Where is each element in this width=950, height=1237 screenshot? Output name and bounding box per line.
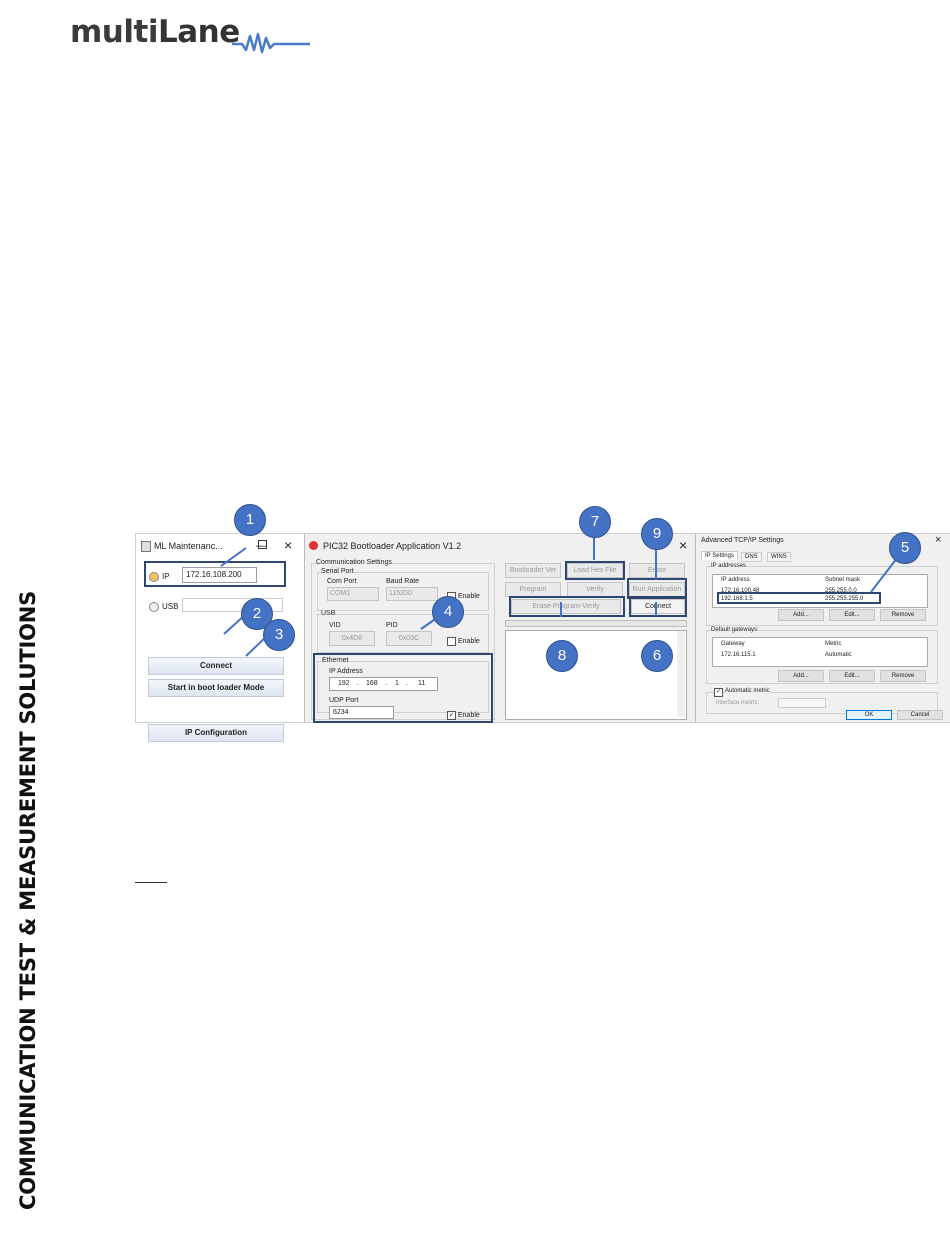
close-icon[interactable]: × [935, 534, 942, 546]
interface-metric-label: Interface metric: [716, 700, 760, 706]
ip-address-input[interactable]: 192 . 168 . 1 . 11 [329, 677, 438, 691]
callout-badge-7: 7 [579, 506, 611, 538]
logo-text-multi: multi [70, 14, 158, 50]
connect-button[interactable]: Connect [148, 657, 284, 675]
usb-group-label: USB [321, 610, 336, 617]
multilane-logo [70, 14, 240, 50]
callout-badge-6: 6 [641, 640, 673, 672]
pid-label: PID [386, 622, 398, 629]
gw-remove-button[interactable]: Remove [880, 670, 926, 682]
run-application-button[interactable]: Run Application [629, 582, 685, 597]
gw-edit-button[interactable]: Edit... [829, 670, 875, 682]
usb-enable-label: Enable [458, 638, 480, 645]
verify-button[interactable]: Verify [567, 582, 623, 597]
ethernet-enable-checkbox[interactable]: ✓ [448, 712, 455, 719]
callout-badge-2: 2 [241, 598, 273, 630]
serial-port-label: Serial Port [321, 568, 354, 575]
callout-badge-4: 4 [432, 596, 464, 628]
ip-addresses-label: IP addresses [711, 563, 746, 569]
erase-button[interactable]: Erase [629, 563, 685, 578]
ip-remove-button[interactable]: Remove [880, 609, 926, 621]
ip-octet-4: 11 [418, 680, 426, 687]
row-2-mask: 255.255.255.0 [825, 596, 864, 602]
auto-metric-label: Automatic metric [725, 688, 770, 694]
col-ip-address: IP address [721, 577, 750, 583]
callout-badge-5: 5 [889, 532, 921, 564]
auto-metric-checkbox[interactable]: ✓ [715, 689, 722, 695]
default-gateways-label: Default gateways: [711, 627, 759, 633]
text-underline-divider [135, 882, 167, 883]
udp-port-label: UDP Port [329, 697, 359, 704]
ip-input[interactable]: 172.16.108.200 [182, 567, 257, 583]
connect-button[interactable]: Connect [631, 599, 685, 614]
serial-enable-label: Enable [458, 593, 480, 600]
ethernet-enable-label: Enable [458, 712, 480, 719]
callout-badge-1: 1 [234, 504, 266, 536]
row-2-ip: 192.168.1.5 [721, 596, 753, 602]
gateway-value: 172.16.115.1 [721, 652, 756, 658]
tab-dns[interactable]: DNS [741, 552, 762, 562]
gw-add-button[interactable]: Add... [778, 670, 824, 682]
window-title: ML Maintenanc... [154, 541, 223, 551]
udp-port-input[interactable]: 6234 [329, 706, 394, 719]
col-subnet-mask: Subnet mask [825, 577, 861, 583]
erase-program-verify-button[interactable]: Erase-Program-Verify [511, 599, 621, 614]
ip-configuration-button[interactable]: IP Configuration [148, 724, 284, 742]
tab-wins[interactable]: WINS [767, 552, 791, 562]
comm-settings-label: Communication Settings [316, 559, 392, 566]
logo-text-lane: Lane [157, 14, 240, 50]
logo-wave-icon [232, 30, 312, 54]
minimize-icon[interactable]: — [256, 540, 267, 552]
callout-badge-3: 3 [263, 619, 295, 651]
pid-input[interactable]: 0x03C [386, 631, 432, 646]
callout-badge-8: 8 [546, 640, 578, 672]
load-hex-file-button[interactable]: Load Hex File [567, 563, 623, 578]
gateway-metric: Automatic [825, 652, 852, 658]
ip-octet-3: 1 [395, 680, 399, 687]
bootloader-ver-button[interactable]: Bootloader Ver [505, 563, 561, 578]
tab-ip-settings[interactable]: IP Settings [701, 551, 738, 560]
close-icon[interactable]: × [284, 537, 293, 553]
baud-rate-label: Baud Rate [386, 578, 420, 585]
col-metric: Metric [825, 641, 842, 647]
ok-button[interactable]: OK [846, 710, 892, 720]
close-icon[interactable]: × [679, 537, 688, 553]
com-port-select[interactable]: COM1 [327, 587, 379, 601]
ip-octet-1: 192 [338, 680, 350, 687]
vid-input[interactable]: 0x4D8 [329, 631, 375, 646]
ip-octet-2: 168 [366, 680, 378, 687]
screenshot-figure [135, 511, 950, 737]
com-port-label: Com Port [327, 578, 357, 585]
col-gateway: Gateway [721, 641, 745, 647]
ip-address-label: IP Address [329, 668, 363, 675]
window-title: Advanced TCP/IP Settings [701, 537, 784, 544]
window-title: PIC32 Bootloader Application V1.2 [323, 541, 462, 551]
ip-edit-button[interactable]: Edit... [829, 609, 875, 621]
bootloader-mode-button[interactable]: Start in boot loader Mode [148, 679, 284, 697]
side-banner: COMMUNICATION TEST & MEASUREMENT SOLUTIONS [16, 590, 40, 1210]
baud-rate-select[interactable]: 115200 [386, 587, 438, 601]
usb-label: USB [162, 602, 179, 611]
program-button[interactable]: Program [505, 582, 561, 597]
cancel-button[interactable]: Cancel [897, 710, 943, 720]
ip-label: IP [162, 572, 170, 581]
ethernet-label: Ethernet [322, 657, 349, 664]
callout-badge-9: 9 [641, 518, 673, 550]
row-1-ip: 172.16.100.48 [721, 588, 760, 594]
row-1-mask: 255.255.0.0 [825, 588, 857, 594]
ip-add-button[interactable]: Add... [778, 609, 824, 621]
vid-label: VID [329, 622, 341, 629]
